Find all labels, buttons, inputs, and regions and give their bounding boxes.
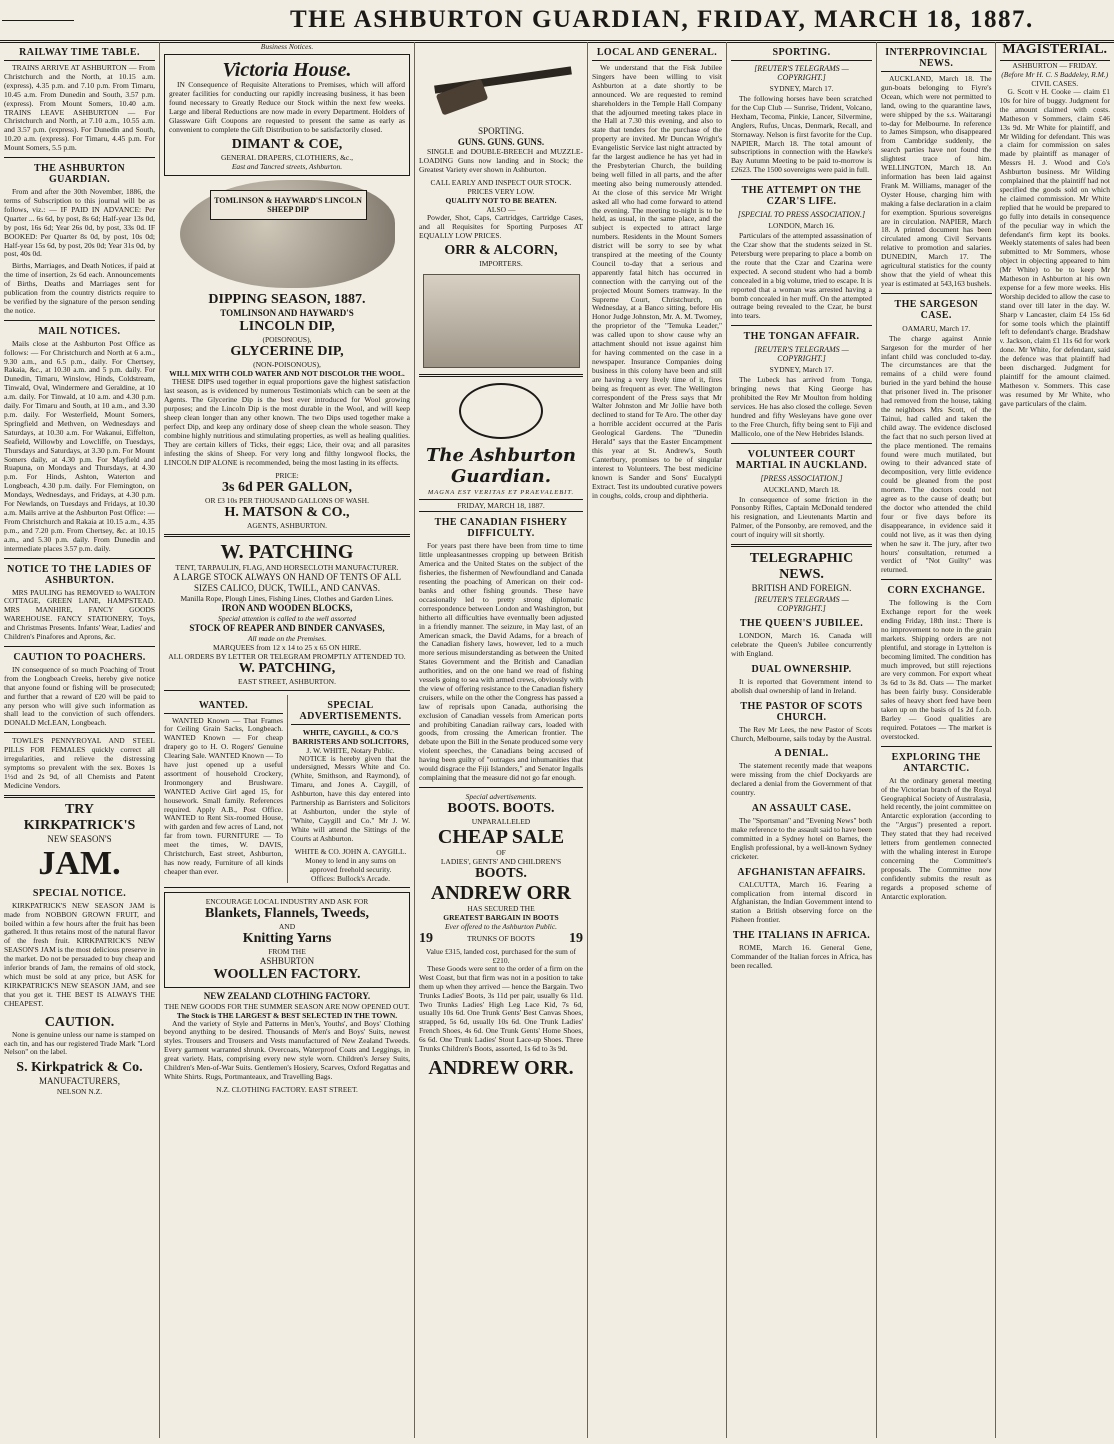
- patching-title: W. PATCHING: [220, 540, 354, 563]
- divider: [4, 157, 155, 158]
- divider: [4, 646, 155, 647]
- orr-alcorn-name: ORR & ALCORN,: [444, 243, 558, 259]
- telegraphic-heading: TELEGRAPHIC NEWS.: [749, 551, 854, 583]
- special-attention-text: Special attention is called to the well assorted: [217, 613, 357, 623]
- mail-text: Mails close at the Ashburton Post Office as follows: — For Christchurch and North at 6 a.m., 9.30 a.m., and 6.5 p.m., daily. For Chertsey, Rakaia, &c., at 10.30 a.m. and 5 p.m. daily. For Dunedin, Timaru, Winslow, Hinds, Coldstream, Tinwald, Oval, Windermere and Geraldine, at 10 a.m. daily. For Tinwald, at 10 a.m. and 4.30 p.m. daily. For Timaru and South, at 10 a.m., and 3.30 p.m. daily. For Westerfield, Mount Somers, Springfield and Methven, on Wednesdays and Saturdays, at 10.30 a.m. For Wakanui, Eiffelton, Seafield, Willowby and Lowcliffe, on Tuesdays, Thursdays and Saturdays, at 3.30 p.m. For Mount Somers daily, at 4.30 p.m. For Mayfield and Ruapuna, on Mondays and Thursdays, at 4.30 p.m. For Hinds, Ashton, Waterton and Longbeach, 4.30 p.m. daily. For Flemington, on Mondays, Wednesdays, and Fridays, at 4.30 p.m. For Newlands, on Tuesdays and Fridays, at 10.30 a.m. Mails arrive at the Ashburton Post Office: — From Christchurch and Rakaia at 10.15 a.m., 4.35 p.m., and 7.20 p.m. From Chertsey, &c. at 10.15 a.m., and 5.30 p.m. daily. From Dunedin and intermediate places 3.57 p.m. daily.: [4, 338, 155, 553]
- non-poisonous-label: (NON-POISONOUS),: [253, 360, 321, 370]
- yarns-text: Knitting Yarns: [242, 930, 332, 946]
- divider: [881, 746, 992, 747]
- lawyers-name: WHITE, CAYGILL, & CO.'S BARRISTERS AND SOLICITORS,: [292, 727, 409, 746]
- tongan-dateline: SYDNEY, March 17.: [769, 365, 834, 375]
- magisterial-heading: MAGISTERIAL.: [1000, 42, 1111, 61]
- caution-heading: CAUTION.: [44, 1014, 115, 1030]
- special-notice-heading: SPECIAL NOTICE.: [32, 887, 127, 899]
- of-text: OF: [496, 847, 506, 857]
- patching-name: W. PATCHING,: [238, 660, 336, 676]
- italians-heading: THE ITALIANS IN AFRICA.: [732, 930, 871, 942]
- dual-text: It is reported that Government intend to abolish dual ownership of land in Ireland.: [731, 676, 872, 695]
- divider: [731, 544, 872, 547]
- price-sub: OR £3 10s PER THOUSAND GALLONS OF WASH.: [205, 495, 369, 505]
- newspaper-title: THE ASHBURTON GUARDIAN, FRIDAY, MARCH 18, 1887.: [290, 6, 1034, 33]
- tomlinson-name: TOMLINSON AND HAYWARD'S: [220, 308, 354, 319]
- patching-stock: A LARGE STOCK ALWAYS ON HAND OF TENTS OF ALL SIZES CALICO, DUCK, TWILL, AND CANVAS.: [173, 571, 401, 593]
- manufacturers-text: MANUFACTURERS,: [38, 1076, 121, 1087]
- column-6: [877, 42, 1114, 1438]
- jam-headline: JAM.: [38, 844, 121, 882]
- fishery-heading: THE CANADIAN FISHERY DIFFICULTY.: [434, 517, 568, 540]
- local-general-text: We understand that the Fisk Jubilee Singers have been willing to visit Ashburton at a date shortly to be announced. We are requested to remind shareholders in the Temple Hall Company that the adjourned meeting takes place in the Hall at 7.30 this evening, and also to state that tenders for the purchase of the property are invited. Mr Duncan Wright's Evangelistic Service last night attracted by far the largest audience he has yet had in the Presbyterian Church, the building being well filled in all parts, and the after meeting also being numerously attended. At the close of this service Mr Wright asked all who had come forward to attend the evening. The meeting to-night is to be held, as usual, in the same place, and the subject is expected to attract large numbers. Residents in the Mount Somers district will be sorry to see by what transpired at the meeting of the County Council to-day that a serious and apparently fatal hitch has occurred in connection with the carrying out of the projected Mount Somers tramway. In the Supreme Court, Christchurch, on Wednesday, at a Banco sitting, before His Honor Judge Johnston, Mr. A. M. Twomey, the proprietor of the "Temuka Leader," was called upon to show cause why an attachment should not issue against him for having commented on the case in a newspaper. Insurance Companies doing business in this colony have been and still are having a very lively time of it, fires being as frequent as ever. The Wellington correspondent of the Press says that Mr Walter Johnston and Mr Jollie have both declined to stand for Te Aro. The other day a horrible accident occurred at the Paris Geological Gardens. The "Dunedin Herald" says that the Easter Encampment this year at St. Andrew's, South Canterbury, promises to be of singular interest to Volunteers. The best medicine known is Sander and Sons' Eucalypti Extract. Test its undoubted curative powers in coughs, colds, croup and diphtheria.: [592, 63, 722, 500]
- issue-date: FRIDAY, MARCH 18, 1887.: [419, 499, 583, 512]
- andrew-orr-name: ANDREW ORR: [430, 881, 572, 904]
- caution-text: None is genuine unless our name is stamped on each tin, and has our registered Trade Mark "Lord Nelson" on the label.: [4, 1029, 155, 1057]
- prices-text: PRICES VERY LOW.: [467, 186, 535, 196]
- dip-description: THESE DIPS used together in equal proportions gave the highest satisfaction last season, as is evidenced by numerous Testimonials which can be seen at the Agents. The Glycerine Dip is the best ever introduced for Wool growing purposes; and the Lincoln Dip is the most durable in the Wool, and will keep sheep clean longer than any other known. The two Dips used together make a perfect Dip, and keep any ordinary dose of sheep clean the whole season. They combine highly nutritious and stimulating properties, as well as healing qualities. They are certain killers of Ticks, their eggs; Lice, their ova; and all parasites infesting the skins of Sheep. For very long and filthy longwool flocks, the LINCOLN DIP ALONE is recommended, being the most lasting in its effects.: [164, 377, 410, 467]
- sporting-dateline: SYDNEY, March 17.: [769, 84, 834, 93]
- civil-cases-label: CIVIL CASES.: [1031, 79, 1079, 88]
- ladies-gents-text: LADIES', GENTS' AND CHILDREN'S: [440, 856, 562, 866]
- trunks-count: 19: [419, 930, 433, 946]
- glycerine-dip-title: GLYCERINE DIP,: [230, 344, 344, 360]
- afghan-text: CALCUTTA, March 16. Fearing a complication from internal discord in Afghanistan, the Indian Government intend to station a British observing force on the Pisheen frontier.: [731, 879, 872, 925]
- sargeson-text: The charge against Annie Sargeson for the murder of her infant child was concluded to-day. The circumstances are that the remains of a child were found buried in the yard behind the house that prisoner lived in. The prisoner had removed from the house, taking the neighbors Mrs Scott, of the Tainui, had called and taken the child away. The evidence disclosed the fact that no such person lived at the place mentioned. The remains found were much mutilated, but owing to their advanced state of decomposition, very little evidence could be gleaned from the post mortem. The doctors could not agree as to the cause of death; but the doctor who attended the child four or five days before its disappearance, in evidence said it could not live, as it was then dying when he saw it. The jury, after two hours' consultation, returned a verdict of "Not Guilty" was returned.: [881, 333, 992, 575]
- poisonous-label: (POISONOUS),: [262, 335, 312, 345]
- encourage-text: ENCOURAGE LOCAL INDUSTRY AND ASK FOR: [205, 896, 369, 906]
- special-ads-heading: SPECIAL ADVERTISEMENTS.: [291, 700, 410, 725]
- column-1: [0, 42, 160, 1438]
- tongan-heading: THE TONGAN AFFAIR.: [743, 331, 860, 343]
- notices-text: Births, Marriages, and Death Notices, if paid at the time of insertion, 2s 6d each. Announcements of Births, Deaths and Marriages sent for publication from the country districts require to be verified by the signature of the person sending the notice.: [4, 261, 155, 315]
- sargeson-heading: THE SARGESON CASE.: [894, 298, 978, 321]
- pastor-text: The Rev Mr Lees, the new Pastor of Scots Church, Melbourne, sails today by the Austral.: [731, 724, 872, 743]
- ladies-heading: NOTICE TO THE LADIES OF ASHBURTON.: [7, 563, 152, 586]
- reaper-canvases-text: STOCK OF REAPER AND BINDER CANVASES,: [189, 622, 385, 633]
- guardian-motto: MAGNA EST VERITAS ET PRAEVALEBIT.: [427, 489, 575, 497]
- ladies-text: MRS PAULING has REMOVED to WALTON COTTAGE, GREEN LANE, HAMPSTEAD. MRS MANHIRE, FANCY GOODS WAREHOUSE. FANCY STATIONERY, Toys, and Christmas Presents. Infants' Wear, Ladies' and Children's Pinafores and Aprons, &c.: [4, 587, 155, 642]
- blankets-text: Blankets, Flannels, Tweeds,: [204, 905, 369, 921]
- tongan-text: The Lubeck has arrived from Tonga, bringing news that King George has prohibited the Rev Mr Moulton from holding services. He has also closed the college. Seven hundred and fifty Wesleyans have gone over to the Free Church, fifty being sent to Fiji and Mallicolo, one of the New Hebrides Islands.: [731, 375, 872, 438]
- antarctic-heading: EXPLORING THE ANTARCTIC.: [891, 751, 981, 774]
- clothing-footer: N.Z. CLOTHING FACTORY. EAST STREET.: [216, 1084, 358, 1094]
- corn-exchange-heading: CORN EXCHANGE.: [887, 585, 986, 597]
- unparalleled-text: UNPARALLELED: [471, 816, 531, 826]
- sporting-news-text: The following horses have been scratched for the Cup Club — Sunrise, Trident, Volcano, Hexham, Tecoma, Pinkie, Lancer, Silvermine, Anglers, Rufus, Uncas, Denmark, Recall, and Stornaway. Nelson is first favorite for the Cup. NAPIER, March 18. The total amount of subscriptions in connection with the Hawke's Bay Autumn Meeting to be paid to-morrow is £2623. The 1500 sovereigns were paid in full.: [731, 94, 872, 175]
- price-label: PRICE:: [275, 470, 299, 480]
- court-martial-dateline: AUCKLAND, March 18.: [763, 484, 840, 494]
- marquees-text: MARQUEES from 12 x 14 to 25 x 65 ON HIRE.: [212, 642, 362, 652]
- try-text: TRY: [64, 801, 95, 817]
- patching-address: EAST STREET, ASHBURTON.: [238, 676, 336, 686]
- cheap-sale-title: CHEAP SALE: [437, 825, 565, 848]
- divider: [731, 179, 872, 180]
- victoria-house-ad: [164, 54, 410, 176]
- woollen-town: ASHBURTON: [259, 955, 315, 966]
- column-2: [160, 42, 415, 1438]
- czar-heading: THE ATTEMPT ON THE CZAR'S LIFE.: [741, 185, 862, 208]
- orders-text: ALL ORDERS BY LETTER OR TELEGRAM PROMPTLY ATTENDED TO.: [168, 651, 406, 661]
- dipping-season-title: DIPPING SEASON, 1887.: [208, 292, 366, 308]
- divider: [164, 690, 410, 691]
- wanted-section: [164, 695, 283, 883]
- magisterial-bench: (Before Mr H. C. S Baddeley, R.M.): [1001, 70, 1109, 79]
- new-season-text: NEW SEASON'S: [47, 833, 112, 844]
- value-text: Value £315, landed cost, purchased for the sum of £210.: [426, 946, 576, 965]
- railway-heading: RAILWAY TIME TABLE.: [4, 47, 155, 61]
- caution-poachers-heading: CAUTION TO POACHERS.: [13, 651, 146, 663]
- nelson-text: NELSON N.Z.: [56, 1087, 103, 1097]
- masthead: [0, 0, 1114, 43]
- premises-text: All made on the Premises.: [247, 633, 327, 643]
- dimant-sub: GENERAL DRAPERS, CLOTHIERS, &c.,: [220, 153, 353, 163]
- divider: [164, 887, 410, 888]
- divider: [881, 579, 992, 580]
- special-ads-section: [287, 695, 410, 883]
- gun-illustration: [426, 48, 576, 120]
- guns-text: SINGLE and DOUBLE-BREECH and MUZZLE-LOADING Guns now landing and in Stock; the Greatest Variety ever shown in Ashburton.: [419, 147, 583, 174]
- divider: [4, 558, 155, 559]
- lawyers-notice: NOTICE is hereby given that the undersigned, Messrs White and Co. (White, Smithson, and Raymond), of Timaru, and Jones A. Caygill, of Ashburton, have this day entered into Partnership as Barristers and Solicitors at Ashburton, under the style of "White, Caygill and Co." Mr J. W. White will attend the Sittings of the Courts at Ashburton.: [291, 753, 410, 843]
- sheep-banner: TOMLINSON & HAYWARD'S LINCOLN SHEEP DIP: [210, 190, 367, 220]
- special-notice-text: KIRKPATRICK'S NEW SEASON JAM is made from NOBBON GROWN FRUIT, and boiled within a few hours after the fruit has been gathered. It thus retains most of the natural flavor of the fresh fruit. KIRKPATRICK'S NEW SEASON'S JAM is the most delicious preserve in the market. Do not be persuaded to buy cheap and inferior brands of Jam, the remains of old stock, which must be sold at any price, but ASK for KIRKPATRICK'S NEW SEASON JAM, and see that you get it. THE BEST IS ALWAYS THE CHEAPEST.: [4, 900, 155, 1008]
- afghan-heading: AFGHANISTAN AFFAIRS.: [737, 866, 866, 878]
- court-martial-heading: VOLUNTEER COURT MARTIAL IN AUCKLAND.: [735, 448, 868, 471]
- assault-heading: AN ASSAULT CASE.: [751, 803, 852, 815]
- matson-sub: AGENTS, ASHBURTON.: [246, 520, 328, 530]
- divider: [731, 443, 872, 444]
- local-general-heading: LOCAL AND GENERAL.: [592, 47, 722, 61]
- lincoln-dip-title: LINCOLN DIP,: [239, 319, 335, 335]
- wanted-text: WANTED Known — That Frames for Ceiling Grain Sacks, Longbeach. WANTED Known — For cheap drapery go to H. O. Rogers' Genuine Clearing Sale. WANTED Known — To have just opened up a useful assortment of household Crockery, Ironmongery and Brushware. WANTED Active Girl aged 15, for housework. Small family. References required. Apply A.B., Post Office. WANTED to Rent Six-roomed House, with garden and few acres of Land, not far from town. FURNITURE — To meet the times, W. DAVIS, Christchurch, East street, Ashburton, has now ready, Furniture of all kinds cheaper than ever.: [164, 715, 283, 876]
- dimant-name: DIMANT & COE,: [231, 137, 343, 153]
- offered-text: Ever offered to the Ashburton Public.: [444, 921, 558, 931]
- sporting-heading: SPORTING.: [478, 126, 524, 136]
- guardian-seal-icon: [459, 383, 543, 439]
- column-5: [727, 42, 877, 1438]
- guardian-nameplate: The Ashburton Guardian.: [426, 445, 576, 488]
- quality-text: QUALITY NOT TO BE BEATEN.: [445, 195, 557, 205]
- magisterial-sub: ASHBURTON — FRIDAY.: [1012, 61, 1098, 70]
- dual-heading: DUAL OWNERSHIP.: [751, 663, 852, 675]
- italians-text: ROME, March 16. General Gene, Commander of the Italian forces in Africa, has been recalled.: [731, 943, 872, 970]
- woollen-factory-title: WOOLLEN FACTORY.: [213, 966, 361, 982]
- from-text: FROM THE: [268, 946, 306, 956]
- lawyers-signature: WHITE & CO. JOHN A. CAYGILL.: [294, 846, 407, 856]
- sargeson-dateline: OAMARU, March 17.: [902, 323, 971, 333]
- jubilee-text: LONDON, March 16. Canada will celebrate the Queen's Jubilee concurrently with England.: [731, 631, 872, 658]
- pills-ad: TOWLE'S PENNYROYAL AND STEEL PILLS FOR FEMALES quickly correct all irregularities, and relieve the distressing symptoms so prevalent with the sex. Boxes 1s 1½d and 2s 9d, of all Chemists and Patent Medicine Vendors.: [4, 736, 155, 790]
- trunks-label: TRUNKS OF BOOTS: [467, 934, 535, 944]
- mix-text: WILL MIX WITH COLD WATER AND NOT DISCOLOR THE WOOL.: [169, 369, 405, 379]
- manila-text: Manilla Rope, Plough Lines, Fishing Lines, Clothes and Garden Lines.: [180, 593, 394, 603]
- masthead-rule: [2, 20, 74, 21]
- dimant-address: East and Tancred streets, Ashburton.: [231, 162, 343, 172]
- boots-title: BOOTS.: [475, 865, 527, 881]
- importers-text: IMPORTERS.: [479, 259, 523, 269]
- interprovincial-text: AUCKLAND, March 18. The gun-boats belonging to Fiyre's Ocean, which were not permitted to land, owing to the quarantine laws, were shipped by the s.s. Waitarangi to-day for Melbourne. In reference to James Simpson, who disappeared from Cambridge suddenly, the search parties have not found the slightest trace of him. WELLINGTON, March 18. An information has been laid against Frank M. Williams, manager of the Oyster House, charging him with making a false declaration in a claim for exemption. Spurious sovereigns are in circulation. NAPIER, March 18. A printed document has been circulated among Civil Servants relative to promotion and salaries. DUNEDIN, March 17. The agricultural statistics for the county show that the yield of wheat this year is estimated at 543,163 bushels.: [881, 74, 992, 288]
- wanted-row: [164, 695, 410, 883]
- trunks-count: 19: [569, 930, 583, 946]
- money-text: Money to lend in any sums on approved freehold security.: [305, 855, 396, 874]
- divider: [4, 732, 155, 733]
- divider: [881, 293, 992, 294]
- and-text: AND: [278, 921, 296, 931]
- interprovincial-heading: INTERPROVINCIAL NEWS.: [881, 47, 992, 72]
- tongan-source: [REUTER'S TELEGRAMS — COPYRIGHT.]: [754, 345, 849, 364]
- column-4: [588, 42, 727, 1438]
- stock-is-text: The Stock is THE LARGEST & BEST SELECTED IN THE TOWN.: [176, 1010, 398, 1020]
- boots-header: Special advertisements.: [465, 791, 537, 801]
- notary-text: J. W. WHITE, Notary Public.: [306, 745, 395, 755]
- mail-heading: MAIL NOTICES.: [38, 325, 121, 337]
- caution-poachers-text: IN consequence of so much Poaching of Trout from the Longbeach Creeks, hereby give notice that anyone found or fishing will be prosecuted; and further that a reward of £20 will be paid to any person who will give such information as shall lead to the conviction of such offenders. DONALD McLEAN, Longbeach.: [4, 664, 155, 728]
- andrew-orr-footer: ANDREW ORR.: [428, 1056, 574, 1079]
- victoria-house-text: IN Consequence of Requisite Alterations to Premises, which will afford greater facilities for conducting our rapidly increasing business, it has been found necessary to Greatly Reduce our Stock within the next few weeks. Large and liberal Reductions are now made in every Department. Holders of Glassware Gift Coupons are requested to present the same as early as convenient to complete the Gift Distribution to be satisfactorily closed.: [169, 80, 405, 134]
- kirkpatrick-name: KIRKPATRICK'S: [23, 817, 136, 833]
- column-6-right: [1000, 42, 1111, 1438]
- jubilee-heading: THE QUEEN'S JUBILEE.: [739, 618, 864, 630]
- column-6-left: [881, 42, 996, 1438]
- divider: [731, 325, 872, 326]
- business-notices-header: Business Notices.: [260, 42, 314, 51]
- railway-text: TRAINS ARRIVE AT ASHBURTON — From Christchurch and the North, at 10.15 a.m. (express), 4.35 p.m. and 7.10 p.m. From Timaru, 10.45 a.m. From Dunedin and South, 3.57 p.m. (express). From Mount Somers, 10.40 a.m. TRAINS LEAVE ASHBURTON — For Christchurch and North, at 7.10 a.m., 10.55 a.m. and 3.57 p.m. (express). For Dunedin and South, 10.20 a.m. (express). For Timaru, 4.45 p.m. For Mount Somers, 5.5 p.m.: [4, 63, 155, 153]
- woollen-factory-ad: [164, 892, 410, 988]
- corn-exchange-text: The following is the Corn Exchange report for the week ending Friday, 18th inst.: There is no improvement to note in the grain markets. Shipping orders are not plentiful, and storage in Lyttelton is becoming limited. The condition has much improved, but still rejections are very common. For export wheat 3s 6d to 3s 8d. Oats — The market has been fairly busy. Considerable sales of heavy short feed have been taken up on the basis of 1s 2d f.o.b. Barley — Good qualities are required. Potatoes — The market is overstocked.: [881, 598, 992, 741]
- fishery-text: For years past there have been from time to time little unpleasantnesses cropping up between British America and the United States on the subject of the fisheries, the fishermen of Newfoundland and Canada resenting the poaching of American on their cod-banks and other fishing grounds. These have occasionally led to pretty strong diplomatic correspondence between London and Washington, but hitherto all difficulties have eventually been adjusted in a friendly manner. The seizure, in May last, of an American smack, the David Adams, for a breach of the Canadian fishery laws, however, led to a much more serious misunderstanding as between the United States Government and the British and Canadian authorities, and on the one hand we read of fishing vessels going to sea with armed crews, obviously with the view of offering resistance to the Canadian fishery cruisers, while on the other the Congress has passed a law of reprisals upon Canada, authorising the exclusion of Canadian vessels from American ports and prohibiting Canadian railway cars, loaded with goods, from crossing the American frontier. The debate upon the Bill in the Senate produced some very violent speeches, the Canadians being accused of having been guilty of "outrages and inhumanities that would disgrace the Fiji Islanders," and Senator Ingalls complaining that the measure did not go far enough.: [419, 541, 583, 782]
- divider: [4, 320, 155, 321]
- offices-text: Offices: Bullock's Arcade.: [311, 873, 390, 883]
- magisterial-text: G. Scott v H. Cooke — claim £1 10s for hire of buggy. Judgment for the amount claimed with costs. Matheson v Sommers, claim £46 13s 9d. Mr White for plaintiff, and Mr Wilding for defendant. This was a claim for commission on sales made by plaintiff as manager of Messrs H. J. Wood and Co's Ashburton business. Mr Wilding complained that the plaintiff had not specified the goods sold on which he claimed commission. Mr White replied that he would be prepared to go fully into details in consequence of the peculiar way in which the defendant's firm kept its books. Weekly statements of sales had been submitted to Mr Sommers, whose object in objecting appeared to him (Mr White) to be to keep Mr Matheson in Ashburton at his own expense for a few more weeks. His Worship decided to allow the case to stand over till later in the day. W. Sharp v Lancaster, claim £4 15s 6d for some tools which the plaintiff left to defendant's charge. Bradshaw v. Jackson, claim £1 11s 6d for work done. Mr White, for defendant, said the defence was that plaintiff had been discharged. Judgment for plaintiff for the amount claimed. Matheson v. Sommers. This case was resumed by Mr White, who gave particulars of the claim.: [999, 87, 1110, 408]
- also-text: Powder, Shot, Caps, Cartridges, Cartridge Cases, and all Requisites for Sporting Purposes AT EQUALLY LOW PRICES.: [419, 212, 583, 240]
- assault-text: The "Sportsman" and "Evening News" both make reference to the assault said to have been committed in a Sydney hotel on Barnes, the English professional, by a well-known Sydney cricketer.: [731, 816, 872, 861]
- also-label: ALSO —: [486, 204, 516, 214]
- telegraphic-sub: BRITISH AND FOREIGN.: [751, 583, 852, 594]
- column-6-split: [881, 42, 1110, 1438]
- kirkpatrick-company: S. Kirkpatrick & Co.: [16, 1060, 143, 1076]
- secured-text: HAS SECURED THE: [467, 903, 535, 913]
- patching-sub: TENT, TARPAULIN, FLAG, AND HORSECLOTH MANUFACTURER.: [175, 562, 399, 572]
- antarctic-text: At the ordinary general meeting of the Victorian branch of the Royal Geographical Society of Australasia, held recently, the joint committee on Antarctic exploration (according to the "Argus") presented a report. They stated that they had received letters from gentlemen connected with the whaling interest in Europe concerning the Committee's proposals. The Committee now confidently submits the result as regards a proposed scheme of Antarctic exploration.: [881, 775, 992, 901]
- matson-name: H. MATSON & CO.,: [224, 504, 350, 520]
- sporting-news-heading: SPORTING.: [731, 47, 872, 61]
- victoria-house-title: Victoria House.: [222, 59, 352, 81]
- bargain-text: GREATEST BARGAIN IN BOOTS: [443, 912, 559, 922]
- trunks-row: [419, 931, 583, 947]
- sheep-illustration: [180, 180, 395, 288]
- czar-source: [SPECIAL TO PRESS ASSOCIATION.]: [737, 210, 866, 220]
- telegraphic-source: [REUTER'S TELEGRAMS — COPYRIGHT.]: [754, 595, 849, 614]
- divider: [4, 795, 155, 798]
- pastor-heading: THE PASTOR OF SCOTS CHURCH.: [740, 700, 863, 723]
- sporting-source: [REUTER'S TELEGRAMS — COPYRIGHT.]: [754, 64, 849, 82]
- boots-headline: BOOTS. BOOTS.: [447, 800, 555, 816]
- court-martial-text: In consequence of some friction in the Ponsonby Rifles, Captain McDonald tendered his resignation, and Lieutenants Martin and Palmer, of the Ponsonby, are removed, and the court of inquiry will sit shortly.: [731, 494, 872, 540]
- czar-dateline: LONDON, March 16.: [768, 221, 835, 231]
- guardian-terms-heading: THE ASHBURTON GUARDIAN.: [33, 163, 126, 186]
- denial-heading: A DENIAL.: [774, 748, 829, 760]
- summer-text: THE NEW GOODS FOR THE SUMMER SEASON ARE NOW OPENED OUT.: [164, 1001, 410, 1011]
- court-martial-source: [PRESS ASSOCIATION.]: [760, 473, 843, 483]
- call-text: CALL EARLY AND INSPECT OUR STOCK.: [430, 177, 572, 187]
- guardian-terms-text: From and after the 30th November, 1886, the terms of Subscription to this journal will be as follows, viz.: — IF PAID IN ADVANCE: Per Quarter ... 6s 6d, by post, 8s 6d; Half-year 13s 0d, by post, 16s 6d; Year 26s 0d, by post, 33s 0d. IF BOOKED: Per Quarter 8s 0d, by post, 10s 0d; Half-year 15s 6d, by post, 20s 0d; Year 31s 0d, by post, 40s 0d.: [4, 187, 155, 259]
- iron-blocks-text: IRON AND WOODEN BLOCKS,: [221, 602, 353, 613]
- column-3: [415, 42, 588, 1438]
- hare-illustration: [423, 274, 580, 368]
- wanted-heading: WANTED.: [164, 700, 283, 714]
- guns-headline: GUNS. GUNS. GUNS.: [457, 137, 545, 147]
- price-text: 3s 6d PER GALLON,: [222, 479, 352, 495]
- czar-text: Particulars of the attempted assassination of the Czar show that the students seized in St. Petersburg were preparing to place a bomb on the route that the Czar and Czarina were expected. A second student who had a bomb concealed in a big volume, tried to escape. It is reported that a woman was arrested having a bomb concealed in her muff. On the attempted outrage being revealed to the Czar, he burst into tears.: [731, 231, 872, 321]
- denial-text: The statement recently made that weapons were missing from the chief Dockyards are declared a denial from the Government of that country.: [731, 761, 872, 798]
- divider: [164, 534, 410, 537]
- divider: [419, 787, 583, 788]
- nz-clothing-title: NEW ZEALAND CLOTHING FACTORY.: [203, 990, 371, 1001]
- divider: [419, 374, 583, 377]
- clothing-text: And the variety of Style and Patterns in Men's, Youths', and Boys' Clothing beyond anything to be desired. Thousands of Men's and Boys' Suits, newest styles. Trousers and Trousers and Vests manufactured of New Zealand Tweeds. Every garment warranted shrunk. Overcoats, Waterproof Coats and Leggings, in great variety. Hats, comprising every new style worn. Children's Jersey Suits, Children's Men-of-War Suits. Gentlemen's Hosiery, Scarves, Oxford Regattas and White Shirts. Rugs, Portmanteaux, and Travelling Bags.: [164, 1018, 410, 1081]
- boots-list: These Goods were sent to the order of a firm on the West Coast, but that firm was not in a position to take them up when they arrived — hence the Bargain. Two Trunks Ladies' Boots, 3s 11d per pair, usually 6s 11d. Two Trunks Ladies' High Leg Lace Kid, 7s 6d, usually 10s 6d. One Trunk Gents' Best Canvas Shoes, strapped, 5s 6d, usually 10s 6d. One Trunk Ladies' French Shoes, 4s 6d. One Trunk Gents' Home Shoes, 6s 6d. One Trunk Ladies' Stout Lace-up Shoes. Three Trunks Children's Boots, assorted, 1s 6d to 3s 9d.: [419, 963, 583, 1054]
